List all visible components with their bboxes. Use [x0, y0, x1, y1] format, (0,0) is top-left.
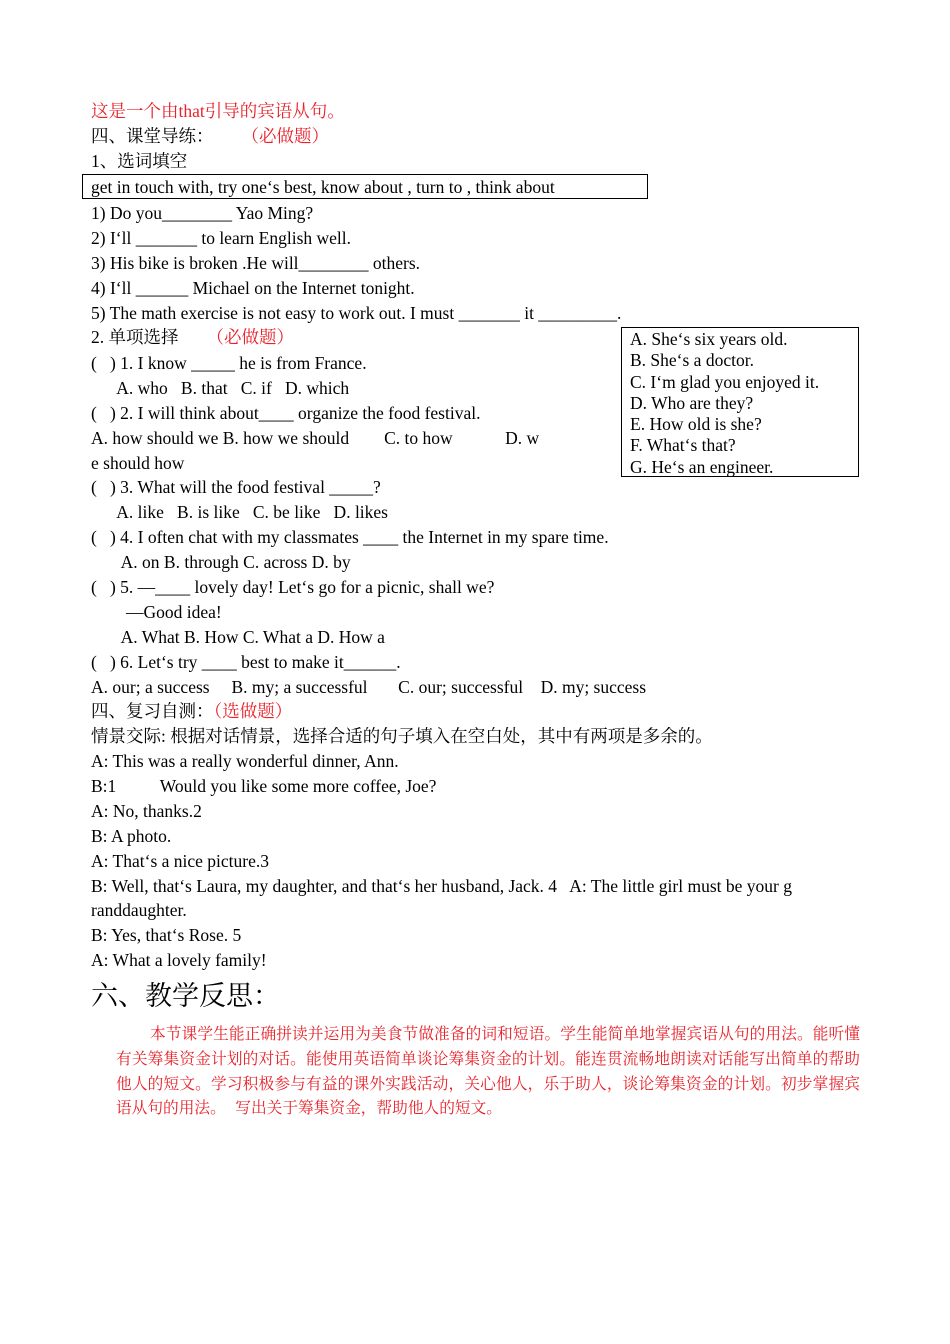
word-bank-box	[82, 174, 648, 199]
fill-item-2: 2) I‘ll _______ to learn English well.	[91, 228, 352, 248]
section4-title: 四、课堂导练：	[91, 126, 214, 146]
fill-item-5: 5) The math exercise is not easy to work out. I must _______ it _________.	[91, 303, 622, 323]
option-item: D. Who are they?	[630, 392, 754, 413]
review-title: 四、复习自测：	[91, 701, 214, 721]
choice-line: A. how should we B. how we should C. to how D. w	[91, 428, 540, 448]
choice-line: ( ) 2. I will think about____ organize the food festival.	[91, 403, 481, 423]
option-item: G. He‘s an engineer.	[630, 456, 774, 477]
choice-line: A. on B. through C. across D. by	[91, 552, 351, 572]
choice-line: A. who B. that C. if D. which	[91, 378, 350, 398]
choice-line: ( ) 3. What will the food festival _____?	[91, 477, 381, 497]
choice-line: A. our; a success B. my; a successful C. our; successful D. my; success	[91, 677, 647, 697]
review-heading	[91, 699, 292, 723]
option-item: F. What‘s that?	[630, 435, 736, 456]
choice-line: A. like B. is like C. be like D. likes	[91, 502, 388, 522]
option-item: A. She‘s six years old.	[630, 329, 788, 349]
options-box	[621, 327, 859, 477]
fill-item-3: 3) His bike is broken .He will________ others.	[91, 253, 421, 273]
review-instruction: 情景交际: 根据对话情景，选择合适的句子填入在空白处，其中有两项是多余的。	[91, 726, 713, 746]
section6-title: 六、教学反思：	[91, 981, 280, 1012]
choice-title: 2. 单项选择	[91, 327, 179, 347]
option-item: E. How old is she?	[630, 414, 762, 435]
word-bank: get in touch with, try one‘s best, know about , turn to , think about	[91, 177, 555, 197]
intro-note: 这是一个由that引导的宾语从句。	[91, 101, 345, 121]
choice-tag: （必做题）	[206, 327, 294, 347]
dialogue-line: A: What a lovely family!	[91, 950, 267, 970]
dialogue-line: A: No, thanks.2	[91, 801, 202, 821]
choice-line: e should how	[91, 453, 185, 473]
option-item: B. She‘s a doctor.	[630, 350, 754, 371]
dialogue-line: A: That‘s a nice picture.3	[91, 851, 270, 871]
choice-line: ( ) 4. I often chat with my classmates ____ the Internet in my spare time.	[91, 527, 609, 547]
section4-tag: （必做题）	[241, 126, 329, 146]
dialogue-line: B: A photo.	[91, 826, 172, 846]
section4-heading	[91, 124, 329, 148]
dialogue-line: randdaughter.	[91, 900, 187, 920]
dialogue-line: B: Yes, that‘s Rose. 5	[91, 925, 242, 945]
fill-blank-title: 1、选词填空	[91, 151, 188, 171]
choice-heading	[91, 325, 294, 349]
dialogue-line: B: Well, that‘s Laura, my daughter, and that‘s her husband, Jack. 4 A: The little girl must be your g	[91, 876, 792, 896]
fill-item-1: 1) Do you________ Yao Ming?	[91, 203, 314, 223]
dialogue-line: A: This was a really wonderful dinner, Ann.	[91, 751, 399, 771]
reflection-text: 本节课学生能正确拼读并运用为美食节做准备的词和短语。学生能简单地掌握宾语从句的用法。能听懂有关筹集资金计划的对话。能使用英语简单谈论筹集资金的计划。能连贯流畅地朗读对话能写出简单的帮助他人的短文。学习积极参与有益的课外实践活动，关心他人，乐于助人，谈论筹集资金的计划。初步掌握宾语从句的用法。 写出关于筹集资金，帮助他人的短文。	[116, 1024, 860, 1118]
dialogue-line: B:1 Would you like some more coffee, Joe?	[91, 776, 437, 796]
choice-line: A. What B. How C. What a D. How a	[91, 627, 385, 647]
choice-line: —Good idea!	[91, 602, 222, 622]
choice-line: ( ) 5. —____ lovely day! Let‘s go for a picnic, shall we?	[91, 577, 495, 597]
option-item: C. I‘m glad you enjoyed it.	[630, 371, 820, 392]
choice-line: ( ) 1. I know _____ he is from France.	[91, 353, 367, 373]
choice-line: ( ) 6. Let‘s try ____ best to make it______.	[91, 652, 401, 672]
fill-item-4: 4) I‘ll ______ Michael on the Internet tonight.	[91, 278, 415, 298]
review-tag: （选做题）	[213, 701, 293, 721]
